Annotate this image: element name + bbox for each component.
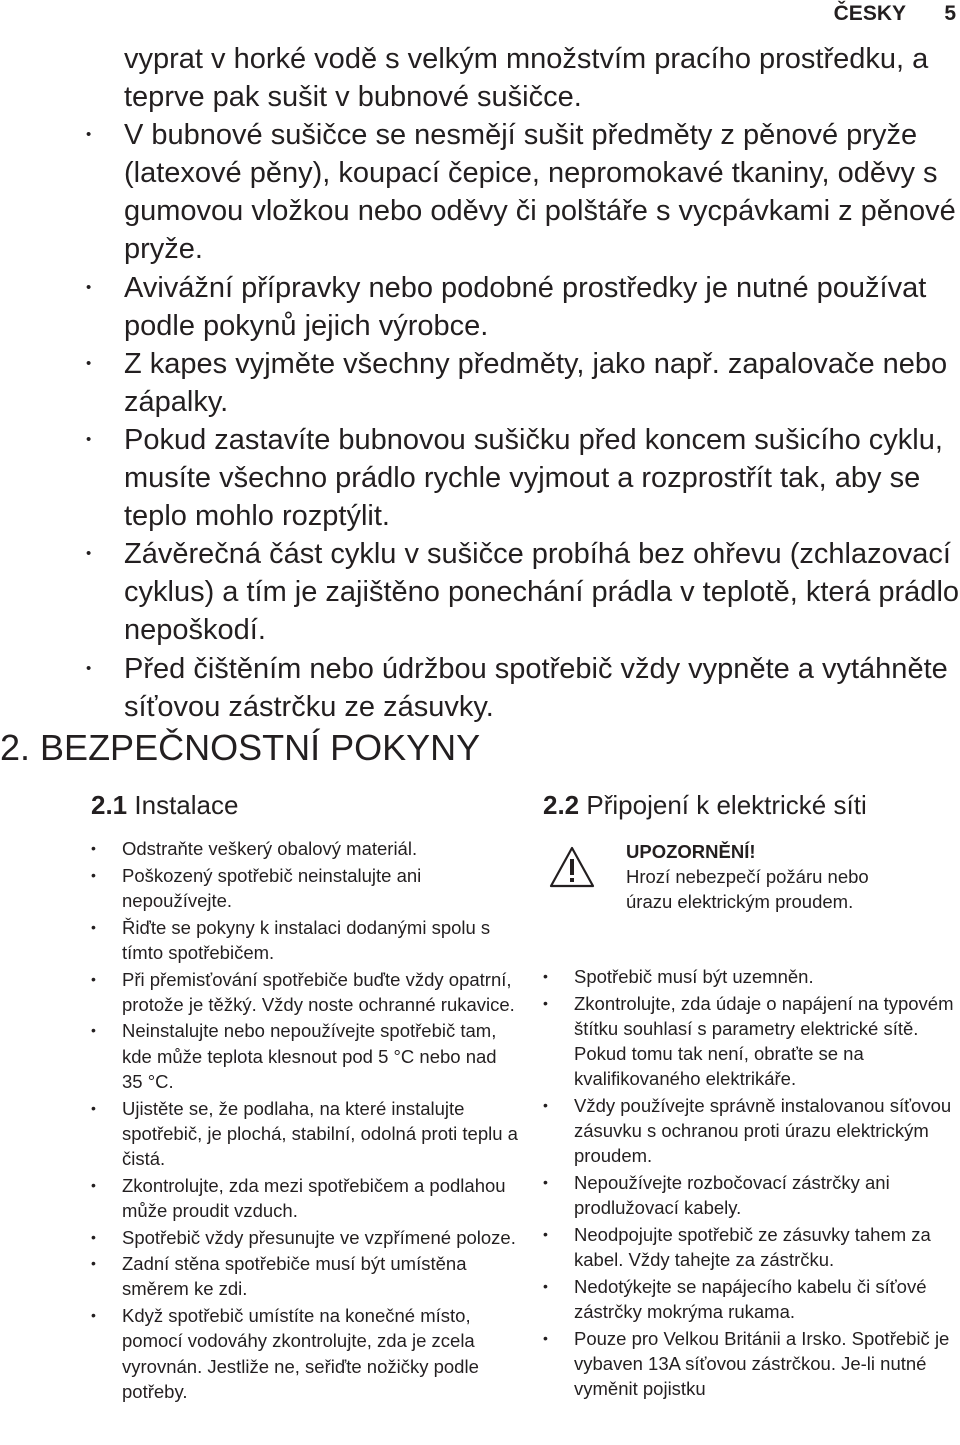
list-item: • Pouze pro Velkou Británii a Irsko. Spotřebič je vybaven 13A síťovou zástrčkou. Je-li nutné vyměnit pojistku xyxy=(543,1326,960,1402)
installation-column xyxy=(91,788,521,1405)
electrical-heading xyxy=(543,788,960,822)
electrical-column xyxy=(543,788,960,1403)
warning-title: UPOZORNĚNÍ! xyxy=(626,841,756,862)
list-item: • Spotřebič vždy přesunujte ve vzpřímené poloze. xyxy=(91,1225,521,1250)
list-item: • Odstraňte veškerý obalový materiál. xyxy=(91,836,521,861)
list-item: • Neodpojujte spotřebič ze zásuvky tahem za kabel. Vždy tahejte za zástrčku. xyxy=(543,1222,960,1272)
list-item: • Vždy používejte správně instalovanou síťovou zásuvku s ochranou proti úrazu elektrickým proudem. xyxy=(543,1093,960,1169)
warning-box xyxy=(543,836,960,960)
subsection-title: Instalace xyxy=(134,790,239,820)
list-item: • Zkontrolujte, zda údaje o napájení na typovém štítku souhlasí s parametry elektrické sítě. Pokud tomu tak není, obraťte se na kvalifikovaného elektrikáře. xyxy=(543,991,960,1092)
page-header xyxy=(0,2,960,32)
section-heading xyxy=(0,726,480,770)
subsection-number: 2.2 xyxy=(543,790,580,820)
installation-heading xyxy=(91,788,521,822)
language-label: ČESKY xyxy=(833,2,906,25)
list-item: • Pokud zastavíte bubnovou sušičku před koncem sušicího cyklu, musíte všechno prádlo rychle vyjmout a rozprostřít tak, aby se teplo mohlo rozptýlit. xyxy=(86,421,960,535)
list-item: • Nedotýkejte se napájecího kabelu či síťové zástrčky mokrýma rukama. xyxy=(543,1274,960,1324)
list-item: • Při přemisťování spotřebiče buďte vždy opatrní, protože je těžký. Vždy noste ochranné rukavice. xyxy=(91,967,521,1017)
warning-text: Hrozí nebezpečí požáru nebo úrazu elektrickým proudem. xyxy=(626,866,869,912)
page-number: 5 xyxy=(944,2,956,25)
list-item: • V bubnové sušičce se nesmějí sušit předměty z pěnové pryže (latexové pěny), koupací čepice, nepromokavé tkaniny, oděvy s gumovou vložkou nebo oděvy či polštáře s vycpávkami z pěnové pryže. xyxy=(86,116,960,268)
list-item: • Poškozený spotřebič neinstalujte ani nepoužívejte. xyxy=(91,863,521,913)
installation-list xyxy=(91,836,521,1404)
list-item: • Zkontrolujte, zda mezi spotřebičem a podlahou může proudit vzduch. xyxy=(91,1173,521,1223)
intro-bullets xyxy=(86,116,960,726)
list-item: • Avivážní přípravky nebo podobné prostředky je nutné používat podle pokynů jejich výrobce. xyxy=(86,269,960,345)
subsection-number: 2.1 xyxy=(91,790,128,820)
list-item: • Řiďte se pokyny k instalaci dodanými spolu s tímto spotřebičem. xyxy=(91,915,521,965)
section-number: 2. xyxy=(0,727,31,768)
list-item: • Nepoužívejte rozbočovací zástrčky ani prodlužovací kabely. xyxy=(543,1170,960,1220)
continuation-text: vyprat v horké vodě s velkým množstvím pracího prostředku, a teprve pak sušit v bubnové sušičce. xyxy=(124,43,929,114)
list-item: • Spotřebič musí být uzemněn. xyxy=(543,964,960,989)
list-item: • Zadní stěna spotřebiče musí být umístěna směrem ke zdi. xyxy=(91,1251,521,1301)
warning-triangle-icon xyxy=(549,846,595,888)
list-item: • Neinstalujte nebo nepoužívejte spotřebič tam, kde může teplota klesnout pod 5 °C nebo nad 35 °C. xyxy=(91,1018,521,1094)
intro-list xyxy=(86,40,960,726)
electrical-list xyxy=(543,964,960,1401)
list-item: • Závěrečná část cyklu v sušičce probíhá bez ohřevu (zchlazovací cyklus) a tím je zajištěno ponechání prádla v teplotě, která prádlo nepoškodí. xyxy=(86,535,960,649)
list-item: • Když spotřebič umístíte na konečné místo, pomocí vodováhy zkontrolujte, zda je zcela vyrovnán. Jestliže ne, seřiďte nožičky podle potřeby. xyxy=(91,1303,521,1404)
list-item: • Z kapes vyjměte všechny předměty, jako např. zapalovače nebo zápalky. xyxy=(86,345,960,421)
list-item: • Před čištěním nebo údržbou spotřebič vždy vypněte a vytáhněte síťovou zástrčku ze zásuvky. xyxy=(86,650,960,726)
list-item: • Ujistěte se, že podlaha, na které instalujte spotřebič, je plochá, stabilní, odolná proti teplu a čistá. xyxy=(91,1096,521,1172)
subsection-title: Připojení k elektrické síti xyxy=(586,790,867,820)
section-title: BEZPEČNOSTNÍ POKYNY xyxy=(40,727,481,768)
